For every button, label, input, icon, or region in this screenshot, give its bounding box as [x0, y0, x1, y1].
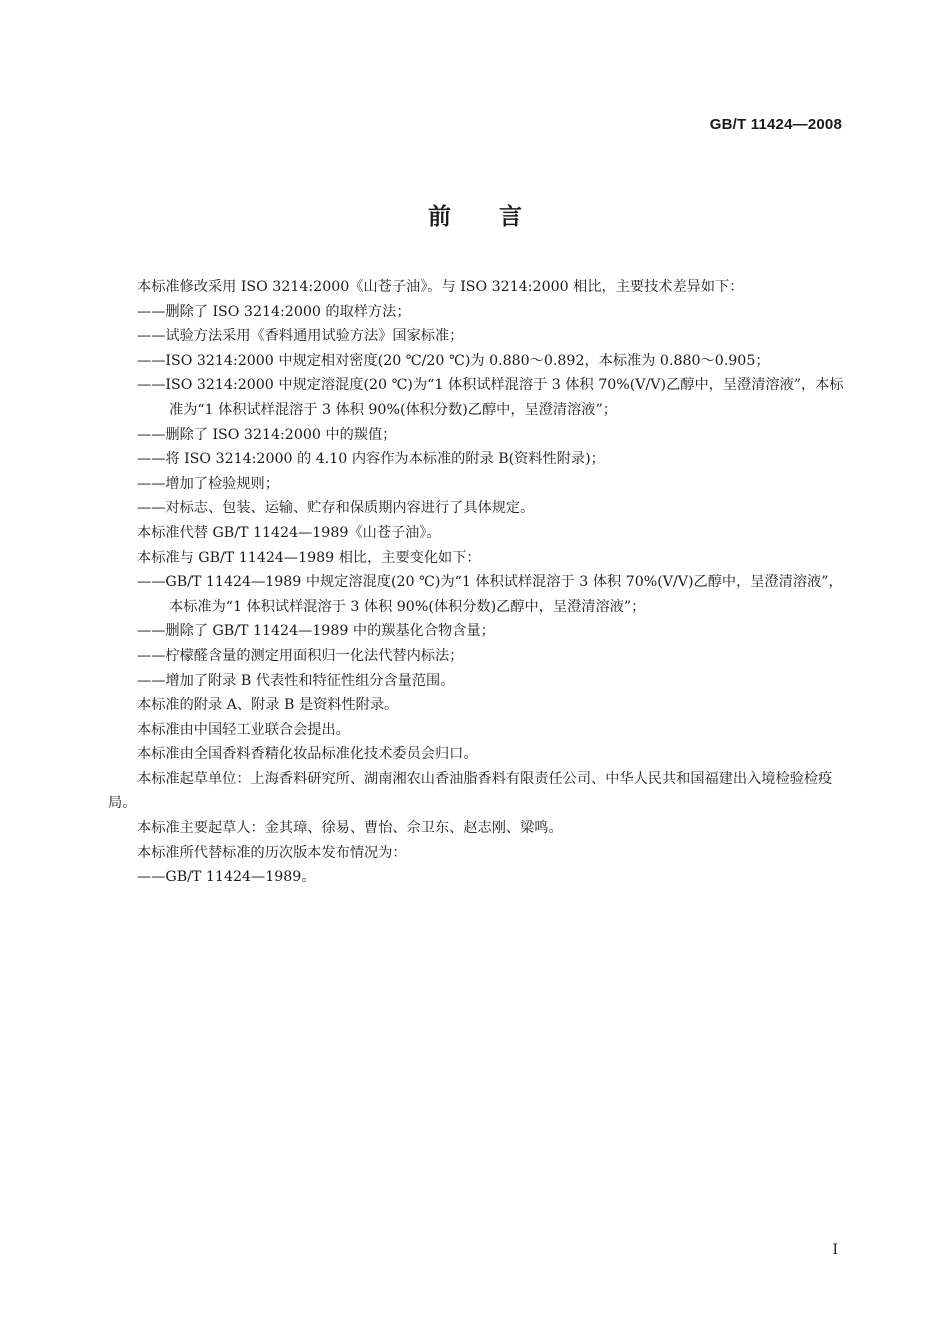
list-item: ——柠檬醛含量的测定用面积归一化法代替内标法； [137, 647, 464, 664]
paragraph: 本标准的附录 A、附录 B 是资料性附录。 [137, 697, 399, 714]
paragraph: 本标准与 GB/T 11424—1989 相比，主要变化如下： [137, 549, 481, 566]
paragraph: 本标准主要起草人：金其璋、徐易、曹怡、佘卫东、赵志刚、梁鸣。 [137, 820, 563, 837]
list-item: ——试验方法采用《香料通用试验方法》国家标准； [137, 328, 464, 345]
standard-code: GB/T 11424—2008 [709, 116, 842, 133]
paragraph: 本标准所代替标准的历次版本发布情况为： [137, 844, 407, 861]
list-item: ——增加了检验规则； [137, 475, 279, 492]
paragraph: 本标准代替 GB/T 11424—1989《山苍子油》。 [137, 524, 441, 541]
list-item: ——GB/T 11424—1989 中规定溶混度(20 ℃)为“1 体积试样混溶于 3 体积 70%(V/V)乙醇中，呈澄清溶液”，本标准为“1 体积试样混溶于 3 体积 90%(体积分数)乙醇中，呈澄清溶液”； [137, 574, 843, 615]
page-title: 前言 [428, 204, 570, 230]
page-number: I [832, 1242, 838, 1258]
paragraph: 本标准由中国轻工业联合会提出。 [137, 721, 350, 738]
paragraph: 本标准修改采用 ISO 3214:2000《山苍子油》。与 ISO 3214:2000 相比，主要技术差异如下： [137, 279, 744, 295]
list-item: ——ISO 3214:2000 中规定相对密度(20 ℃/20 ℃)为 0.880～0.892，本标准为 0.880～0.905； [137, 352, 770, 369]
list-item: ——增加了附录 B 代表性和特征性组分含量范围。 [137, 672, 455, 689]
foreword-body [108, 275, 846, 890]
list-item: ——删除了 ISO 3214:2000 中的羰值； [137, 426, 397, 443]
list-item: ——GB/T 11424—1989。 [137, 869, 316, 886]
list-item: ——ISO 3214:2000 中规定溶混度(20 ℃)为“1 体积试样混溶于 3 体积 70%(V/V)乙醇中，呈澄清溶液”，本标准为“1 体积试样混溶于 3 体积 90%(体积分数)乙醇中，呈澄清溶液”； [137, 377, 844, 418]
list-item: ——将 ISO 3214:2000 的 4.10 内容作为本标准的附录 B(资料性附录)； [137, 451, 605, 468]
paragraph: 本标准由全国香料香精化妆品标准化技术委员会归口。 [137, 746, 478, 763]
list-item: ——删除了 ISO 3214:2000 的取样方法； [137, 303, 411, 320]
list-item: ——删除了 GB/T 11424—1989 中的羰基化合物含量； [137, 623, 495, 640]
list-item: ——对标志、包装、运输、贮存和保质期内容进行了具体规定。 [137, 500, 535, 517]
paragraph: 本标准起草单位：上海香料研究所、湖南湘农山香油脂香料有限责任公司、中华人民共和国福建出入境检验检疫局。 [108, 770, 833, 812]
